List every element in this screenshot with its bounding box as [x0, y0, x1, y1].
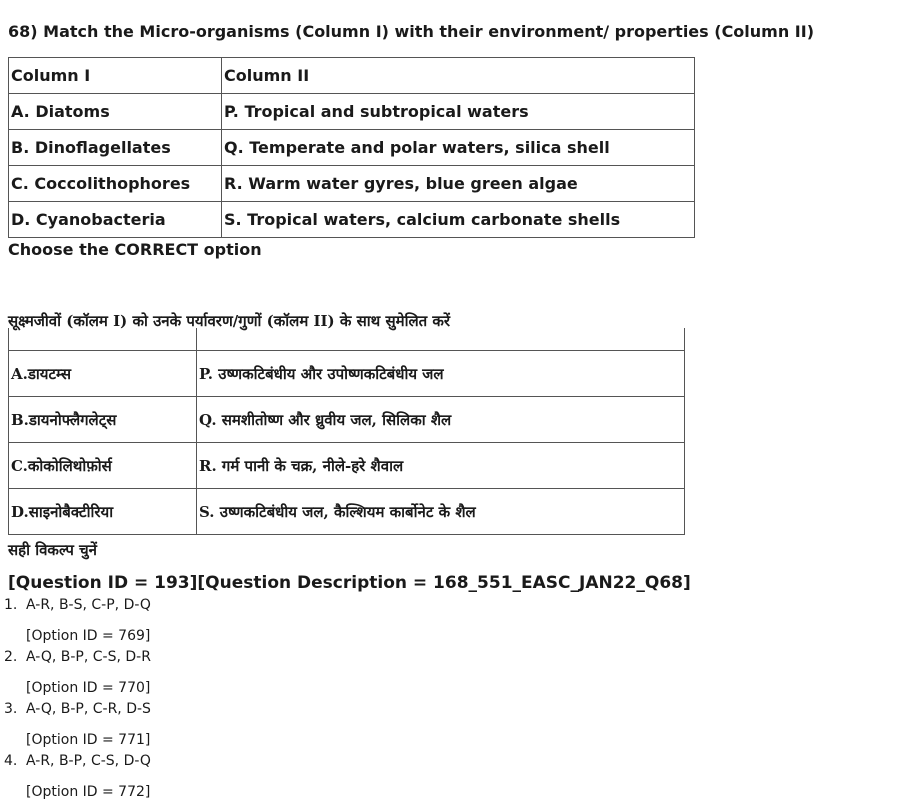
column-i-cell: B.डायनोफ्लैगलेट्स — [9, 397, 197, 443]
column-ii-cell: S. उष्णकटिबंधीय जल, कैल्शियम कार्बोनेट के शैल — [197, 489, 685, 535]
option-id: [Option ID = 769] — [26, 628, 151, 644]
table-row — [9, 443, 685, 489]
column-ii-cell: Q. समशीतोष्ण और ध्रुवीय जल, सिलिका शैल — [197, 397, 685, 443]
option-item[interactable] — [0, 649, 600, 701]
column-i-cell: D. Cyanobacteria — [9, 202, 222, 238]
option-text: A-R, B-P, C-S, D-Q — [26, 753, 151, 769]
table-header-row — [9, 58, 695, 94]
option-text: A-Q, B-P, C-R, D-S — [26, 701, 151, 717]
column-ii-cell: R. Warm water gyres, blue green algae — [222, 166, 695, 202]
column-i-cell: A.डायटम्स — [9, 351, 197, 397]
column-i-cell: D.साइनोबैक्टीरिया — [9, 489, 197, 535]
option-item[interactable] — [0, 701, 600, 753]
column-i-cell: A. Diatoms — [9, 94, 222, 130]
column-ii-cell: P. उष्णकटिबंधीय और उपोष्णकटिबंधीय जल — [197, 351, 685, 397]
table-row — [9, 397, 685, 443]
table-row — [9, 130, 695, 166]
question-title-english: 68) Match the Micro-organisms (Column I) with their environment/ properties (Column II) — [8, 22, 815, 41]
option-item[interactable] — [0, 753, 600, 805]
table-row — [9, 166, 695, 202]
choose-option-hindi: सही विकल्प चुनें — [8, 541, 97, 559]
option-number: 3. — [4, 701, 18, 717]
option-text: A-R, B-S, C-P, D-Q — [26, 597, 151, 613]
choose-option-english: Choose the CORRECT option — [8, 240, 262, 259]
match-table-english — [8, 57, 695, 238]
option-item[interactable] — [0, 597, 600, 649]
option-id: [Option ID = 772] — [26, 784, 151, 800]
option-number: 1. — [4, 597, 18, 613]
option-id: [Option ID = 770] — [26, 680, 151, 696]
question-id-line: [Question ID = 193][Question Description = 168_551_EASC_JAN22_Q68] — [8, 573, 691, 593]
column-ii-header: Column II — [222, 58, 695, 94]
option-number: 4. — [4, 753, 18, 769]
match-table-hindi — [8, 328, 685, 535]
option-id: [Option ID = 771] — [26, 732, 151, 748]
question-title-hindi: सूक्ष्मजीवों (कॉलम I) को उनके पर्यावरण/गुणों (कॉलम II) के साथ सुमेलित करें — [8, 312, 451, 330]
table-row — [9, 351, 685, 397]
column-ii-cell: R. गर्म पानी के चक्र, नीले-हरे शैवाल — [197, 443, 685, 489]
table-row — [9, 489, 685, 535]
table-blank-row — [9, 328, 685, 351]
column-i-header: Column I — [9, 58, 222, 94]
options-list — [0, 597, 600, 805]
column-ii-cell: P. Tropical and subtropical waters — [222, 94, 695, 130]
option-text: A-Q, B-P, C-S, D-R — [26, 649, 151, 665]
blank-cell — [9, 328, 197, 351]
blank-cell — [197, 328, 685, 351]
option-number: 2. — [4, 649, 18, 665]
column-i-cell: C. Coccolithophores — [9, 166, 222, 202]
column-i-cell: B. Dinoflagellates — [9, 130, 222, 166]
column-ii-cell: S. Tropical waters, calcium carbonate shells — [222, 202, 695, 238]
table-row — [9, 202, 695, 238]
column-ii-cell: Q. Temperate and polar waters, silica shell — [222, 130, 695, 166]
table-row — [9, 94, 695, 130]
column-i-cell: C.कोकोलिथोफ़ोर्स — [9, 443, 197, 489]
